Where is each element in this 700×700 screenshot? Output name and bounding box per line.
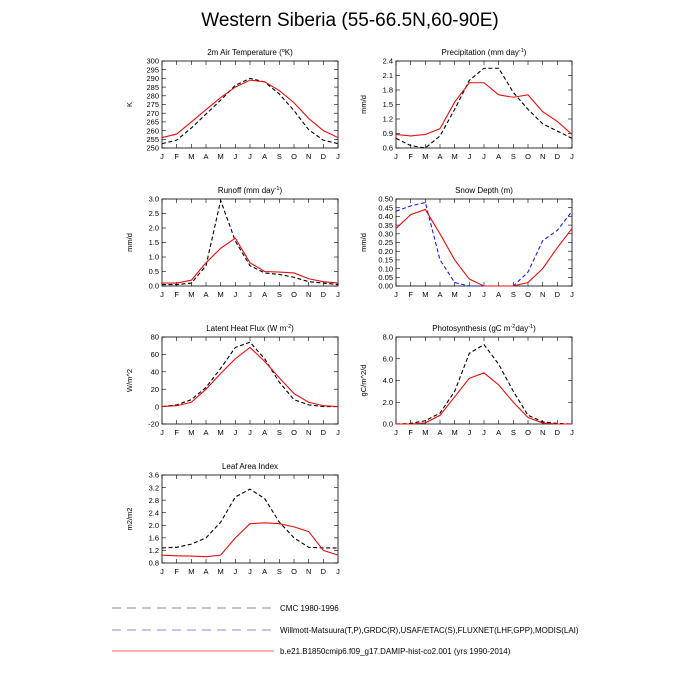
x-tick-label: N xyxy=(539,290,546,299)
series-line-1 xyxy=(162,80,338,137)
x-tick-label: N xyxy=(539,428,546,437)
y-tick-label: 0.0 xyxy=(382,419,393,429)
series-line-1 xyxy=(162,347,338,406)
y-tick-label: 3.2 xyxy=(148,483,159,493)
series-line-1 xyxy=(396,83,572,136)
x-tick-label: J xyxy=(233,152,238,161)
x-tick-label: A xyxy=(437,290,443,299)
y-tick-label: 0.6 xyxy=(382,143,393,153)
x-tick-label: A xyxy=(203,428,209,437)
x-tick-label: J xyxy=(394,428,398,437)
y-tick-label: 1.0 xyxy=(148,252,159,262)
x-tick-label: S xyxy=(276,290,282,299)
x-tick-label: O xyxy=(291,290,297,299)
y-axis-label: K xyxy=(125,101,134,108)
y-tick-label: 285 xyxy=(146,82,159,92)
y-tick-label: 6.0 xyxy=(382,354,393,364)
y-tick-label: 1.2 xyxy=(382,114,393,124)
y-tick-label: 0.15 xyxy=(378,255,393,265)
x-tick-label: A xyxy=(437,152,443,161)
panel-0 xyxy=(125,48,340,161)
x-tick-label: O xyxy=(525,428,531,437)
x-tick-label: J xyxy=(336,152,340,161)
y-tick-label: 255 xyxy=(146,135,159,144)
y-tick-label: 1.8 xyxy=(382,85,393,95)
y-tick-label: 2.0 xyxy=(148,520,159,530)
panel-title-0: 2m Air Temperature ($^o$K) xyxy=(207,48,293,57)
x-tick-label: J xyxy=(160,567,164,576)
x-tick-label: J xyxy=(336,567,340,576)
y-tick-label: 280 xyxy=(146,91,159,101)
x-tick-label: J xyxy=(160,290,164,299)
x-tick-label: F xyxy=(408,152,413,161)
x-tick-label: D xyxy=(554,152,561,161)
y-tick-label: 2.0 xyxy=(148,223,159,233)
y-tick-label: 0.25 xyxy=(378,238,393,248)
plot-frame xyxy=(162,337,338,424)
x-tick-label: O xyxy=(291,152,297,161)
x-tick-label: S xyxy=(276,152,282,161)
y-tick-label: 60 xyxy=(150,350,159,360)
series-line-0 xyxy=(396,202,572,286)
series-line-0 xyxy=(162,342,338,406)
x-tick-label: J xyxy=(336,290,340,299)
x-tick-label: S xyxy=(510,290,516,299)
y-tick-label: 0.50 xyxy=(378,194,393,204)
x-tick-label: N xyxy=(305,290,312,299)
y-tick-label: 0 xyxy=(154,402,159,412)
y-tick-label: 0.20 xyxy=(378,246,393,256)
panel-title-1: Precipitation (mm day$^{-1}$) xyxy=(441,48,527,57)
x-tick-label: J xyxy=(233,428,238,437)
x-tick-label: J xyxy=(160,152,164,161)
y-tick-label: 0.10 xyxy=(378,264,393,274)
x-tick-label: A xyxy=(203,290,209,299)
x-tick-label: J xyxy=(248,428,252,437)
panel-4 xyxy=(125,324,340,437)
y-axis-label: mm/d xyxy=(359,95,368,114)
x-tick-label: A xyxy=(262,428,268,437)
x-tick-label: N xyxy=(305,152,312,161)
x-tick-label: J xyxy=(233,290,238,299)
x-tick-label: J xyxy=(482,152,486,161)
y-tick-label: 0.30 xyxy=(378,229,393,239)
y-tick-label: 0.45 xyxy=(378,203,393,213)
panel-title-5: Photosynthesis (gC $m^{-2}day^{-1}$) xyxy=(432,324,536,333)
y-tick-label: 290 xyxy=(146,74,159,84)
y-tick-label: 0.35 xyxy=(378,220,393,230)
y-tick-label: 0.40 xyxy=(378,212,393,222)
x-tick-label: N xyxy=(305,428,312,437)
series-line-0 xyxy=(162,78,338,143)
y-tick-label: 295 xyxy=(146,65,159,75)
y-tick-label: 3.0 xyxy=(148,194,159,204)
x-tick-label: J xyxy=(570,152,574,161)
x-tick-label: J xyxy=(467,290,472,299)
plot-frame xyxy=(396,337,572,424)
y-tick-label: 40 xyxy=(150,367,159,377)
x-tick-label: M xyxy=(451,428,458,437)
x-tick-label: S xyxy=(510,152,516,161)
x-tick-label: A xyxy=(203,567,209,576)
y-tick-label: 1.6 xyxy=(148,533,159,543)
x-tick-label: M xyxy=(217,428,224,437)
panel-5 xyxy=(359,324,574,437)
y-tick-label: 1.5 xyxy=(148,238,159,248)
x-tick-label: N xyxy=(539,152,546,161)
series-line-0 xyxy=(162,200,338,284)
x-tick-label: J xyxy=(570,290,574,299)
plot-frame xyxy=(162,199,338,286)
x-tick-label: J xyxy=(394,152,398,161)
x-tick-label: A xyxy=(203,152,209,161)
x-tick-label: D xyxy=(554,290,561,299)
series-line-0 xyxy=(396,68,572,148)
y-tick-label: 0.9 xyxy=(382,129,393,139)
y-axis-label: m2/m2 xyxy=(125,507,134,531)
series-line-1 xyxy=(162,238,338,283)
x-tick-label: S xyxy=(276,567,282,576)
x-tick-label: F xyxy=(408,290,413,299)
panel-2 xyxy=(125,186,340,299)
y-tick-label: 2.1 xyxy=(382,71,393,81)
plot-frame xyxy=(162,475,338,563)
y-tick-label: 0.8 xyxy=(148,558,159,568)
y-axis-label: mm/d xyxy=(359,233,368,252)
panel-3 xyxy=(359,186,574,299)
x-tick-label: M xyxy=(217,290,224,299)
y-tick-label: 0.05 xyxy=(378,273,393,282)
y-axis-label: W/m^2 xyxy=(125,368,134,393)
legend-label-1: Willmott-Matsuura(T,P),GRDC(R),USAF/ETAC(S),FLUXNET(LHF,GPP),MODIS(LAI) xyxy=(280,626,579,635)
y-tick-label: 0.0 xyxy=(148,281,159,291)
y-tick-label: 1.5 xyxy=(382,100,393,110)
x-tick-label: F xyxy=(174,428,179,437)
x-tick-label: S xyxy=(276,428,282,437)
series-line-1 xyxy=(396,209,572,286)
panel-title-3: Snow Depth (m) xyxy=(455,186,513,195)
y-tick-label: 0.00 xyxy=(378,281,393,291)
x-tick-label: J xyxy=(248,290,252,299)
plot-frame xyxy=(396,199,572,286)
panel-1 xyxy=(359,48,574,161)
x-tick-label: M xyxy=(422,290,429,299)
x-tick-label: A xyxy=(437,428,443,437)
y-tick-label: 4.0 xyxy=(382,376,393,386)
x-tick-label: J xyxy=(336,428,340,437)
y-tick-label: 0.5 xyxy=(148,267,159,277)
x-tick-label: M xyxy=(422,152,429,161)
x-tick-label: J xyxy=(248,152,252,161)
x-tick-label: F xyxy=(174,567,179,576)
x-tick-label: M xyxy=(451,290,458,299)
x-tick-label: M xyxy=(217,152,224,161)
x-tick-label: J xyxy=(394,290,398,299)
x-tick-label: M xyxy=(217,567,224,576)
y-tick-label: 250 xyxy=(146,143,159,153)
x-tick-label: M xyxy=(188,152,195,161)
y-tick-label: 20 xyxy=(150,384,159,394)
y-tick-label: 2.0 xyxy=(382,397,393,407)
x-tick-label: D xyxy=(320,152,327,161)
panel-6 xyxy=(125,462,340,576)
x-tick-label: A xyxy=(496,152,502,161)
y-tick-label: 8.0 xyxy=(382,332,393,342)
x-tick-label: J xyxy=(248,567,252,576)
x-tick-label: O xyxy=(525,152,531,161)
series-line-0 xyxy=(396,345,572,424)
x-tick-label: O xyxy=(291,567,297,576)
y-tick-label: 300 xyxy=(146,56,159,66)
y-tick-label: 1.2 xyxy=(148,546,159,556)
panel-title-2: Runoff (mm day$^{-1}$) xyxy=(217,186,283,195)
x-tick-label: M xyxy=(188,290,195,299)
series-line-0 xyxy=(162,489,338,548)
x-tick-label: O xyxy=(291,428,297,437)
y-tick-label: 3.6 xyxy=(148,470,159,480)
x-tick-label: J xyxy=(482,290,486,299)
x-tick-label: A xyxy=(496,290,502,299)
y-tick-label: 2.4 xyxy=(382,56,393,66)
x-tick-label: J xyxy=(482,428,486,437)
y-tick-label: 80 xyxy=(150,332,159,342)
legend-label-0: CMC 1980-1996 xyxy=(280,604,339,613)
x-tick-label: A xyxy=(496,428,502,437)
x-tick-label: J xyxy=(570,428,574,437)
x-tick-label: J xyxy=(160,428,164,437)
x-tick-label: A xyxy=(262,290,268,299)
y-axis-label: gC/m^2/d xyxy=(359,364,368,397)
x-tick-label: F xyxy=(174,290,179,299)
x-tick-label: S xyxy=(510,428,516,437)
x-tick-label: A xyxy=(262,567,268,576)
legend-label-2: b.e21.B1850cmip6.f09_g17.DAMIP-hist-co2.001 (yrs 1990-2014) xyxy=(280,647,511,656)
x-tick-label: D xyxy=(320,567,327,576)
y-axis-label: mm/d xyxy=(125,233,134,252)
x-tick-label: J xyxy=(467,428,472,437)
y-tick-label: 265 xyxy=(146,117,159,127)
series-line-1 xyxy=(396,373,572,424)
y-tick-label: 260 xyxy=(146,126,159,136)
x-tick-label: A xyxy=(262,152,268,161)
y-tick-label: 2.4 xyxy=(148,508,159,518)
x-tick-label: D xyxy=(320,290,327,299)
panel-title-6: Leaf Area Index xyxy=(221,462,279,471)
y-tick-label: -20 xyxy=(148,419,159,429)
x-tick-label: F xyxy=(174,152,179,161)
x-tick-label: D xyxy=(554,428,561,437)
x-tick-label: F xyxy=(408,428,413,437)
y-tick-label: 275 xyxy=(146,100,159,110)
y-tick-label: 270 xyxy=(146,108,159,118)
plot-frame xyxy=(162,61,338,148)
series-line-1 xyxy=(162,523,338,557)
x-tick-label: M xyxy=(188,428,195,437)
x-tick-label: M xyxy=(451,152,458,161)
x-tick-label: O xyxy=(525,290,531,299)
y-tick-label: 2.5 xyxy=(148,209,159,219)
x-tick-label: J xyxy=(467,152,472,161)
y-tick-label: 2.8 xyxy=(148,495,159,505)
page-title: Western Siberia (55-66.5N,60-90E) xyxy=(201,10,499,31)
panel-title-4: Latent Heat Flux (W $m^{-2}$) xyxy=(206,324,294,333)
x-tick-label: J xyxy=(233,567,238,576)
x-tick-label: M xyxy=(188,567,195,576)
x-tick-label: D xyxy=(320,428,327,437)
x-tick-label: M xyxy=(422,428,429,437)
x-tick-label: N xyxy=(305,567,312,576)
